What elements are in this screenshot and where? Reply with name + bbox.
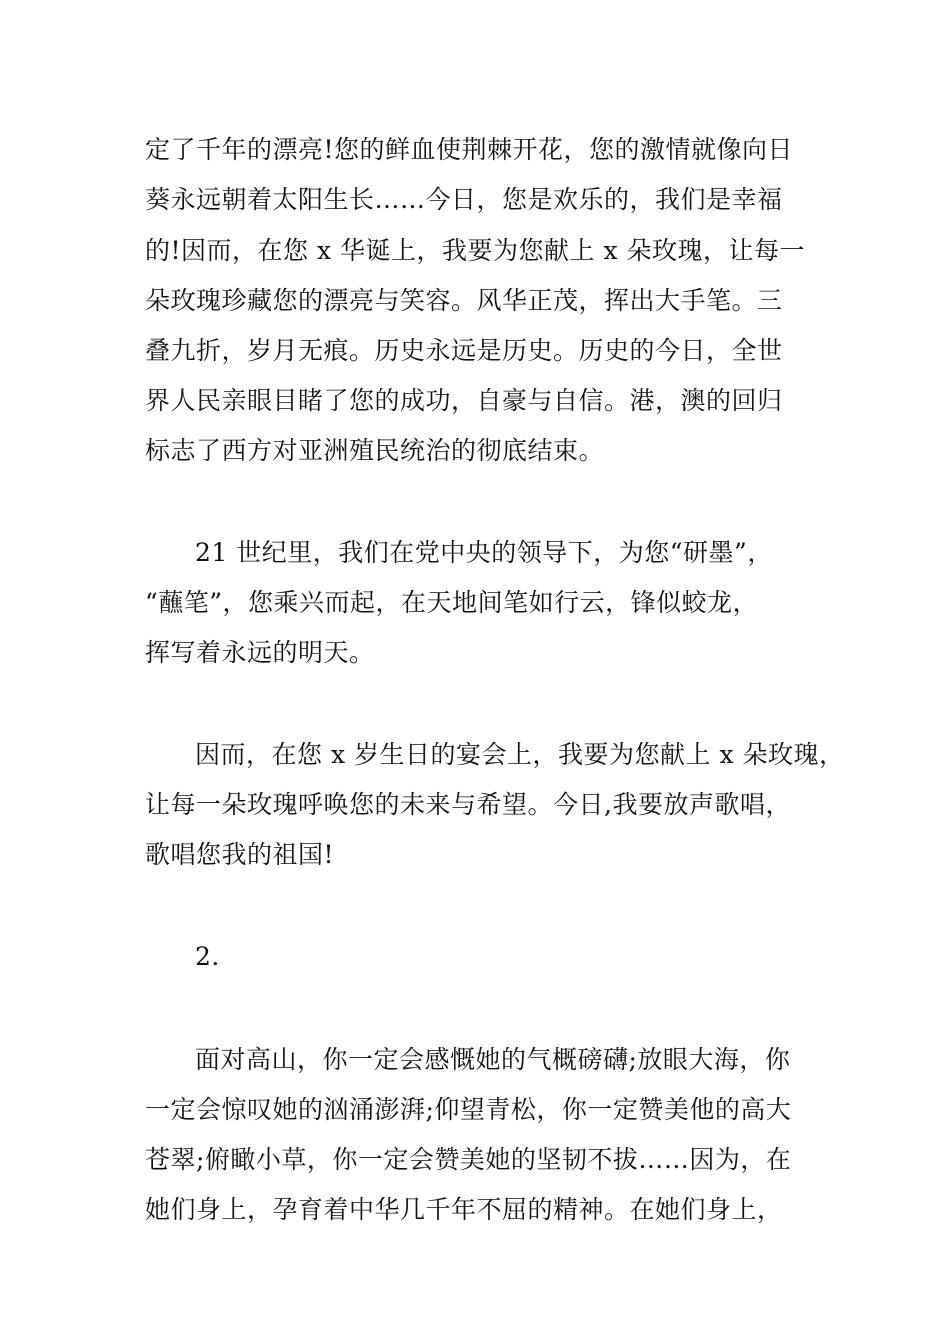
paragraph-1-line-2: 葵永远朝着太阳生长……今日，您是欢乐的，我们是幸福: [145, 185, 783, 214]
section-number: 2.: [195, 942, 220, 971]
paragraph-2-line-1: 21 世纪里，我们在党中央的领导下，为您“研墨”，: [195, 538, 773, 567]
paragraph-3-line-3: 歌唱您我的祖国!: [145, 840, 335, 869]
paragraph-1-line-6: 界人民亲眼目睹了您的成功，自豪与自信。港，澳的回归: [145, 386, 783, 415]
paragraph-1-line-1: 定了千年的漂亮!您的鲜血使荆棘开花，您的激情就像向日: [145, 135, 794, 164]
paragraph-1-line-5: 叠九折，岁月无痕。历史永远是历史。历史的今日，全世: [145, 336, 783, 365]
paragraph-4-line-2: 一定会惊叹她的汹涌澎湃;仰望青松，你一定赞美他的高大: [145, 1095, 792, 1124]
paragraph-4-line-4: 她们身上，孕育着中华几千年不屈的精神。在她们身上，: [145, 1195, 783, 1224]
paragraph-2-line-2: “蘸笔”，您乘兴而起，在天地间笔如行云，锋似蛟龙，: [145, 588, 759, 617]
paragraph-1-line-4: 朵玫瑰珍藏您的漂亮与笑容。风华正茂，挥出大手笔。三: [145, 286, 783, 315]
paragraph-4-line-3: 苍翠;俯瞰小草，你一定会赞美她的坚韧不拔……因为，在: [145, 1145, 792, 1174]
paragraph-3-line-1: 因而，在您 x 岁生日的宴会上，我要为您献上 x 朵玫瑰，: [195, 740, 845, 769]
paragraph-1-line-7: 标志了西方对亚洲殖民统治的彻底结束。: [145, 436, 605, 465]
paragraph-2-line-3: 挥写着永远的明天。: [145, 638, 375, 667]
paragraph-3-line-2: 让每一朵玫瑰呼唤您的未来与希望。今日,我要放声歌唱，: [145, 790, 791, 819]
paragraph-1-line-3: 的!因而，在您 x 华诞上，我要为您献上 x 朵玫瑰，让每一: [145, 236, 806, 265]
paragraph-4-line-1: 面对高山，你一定会感慨她的气概磅礴;放眼大海，你: [195, 1045, 791, 1074]
